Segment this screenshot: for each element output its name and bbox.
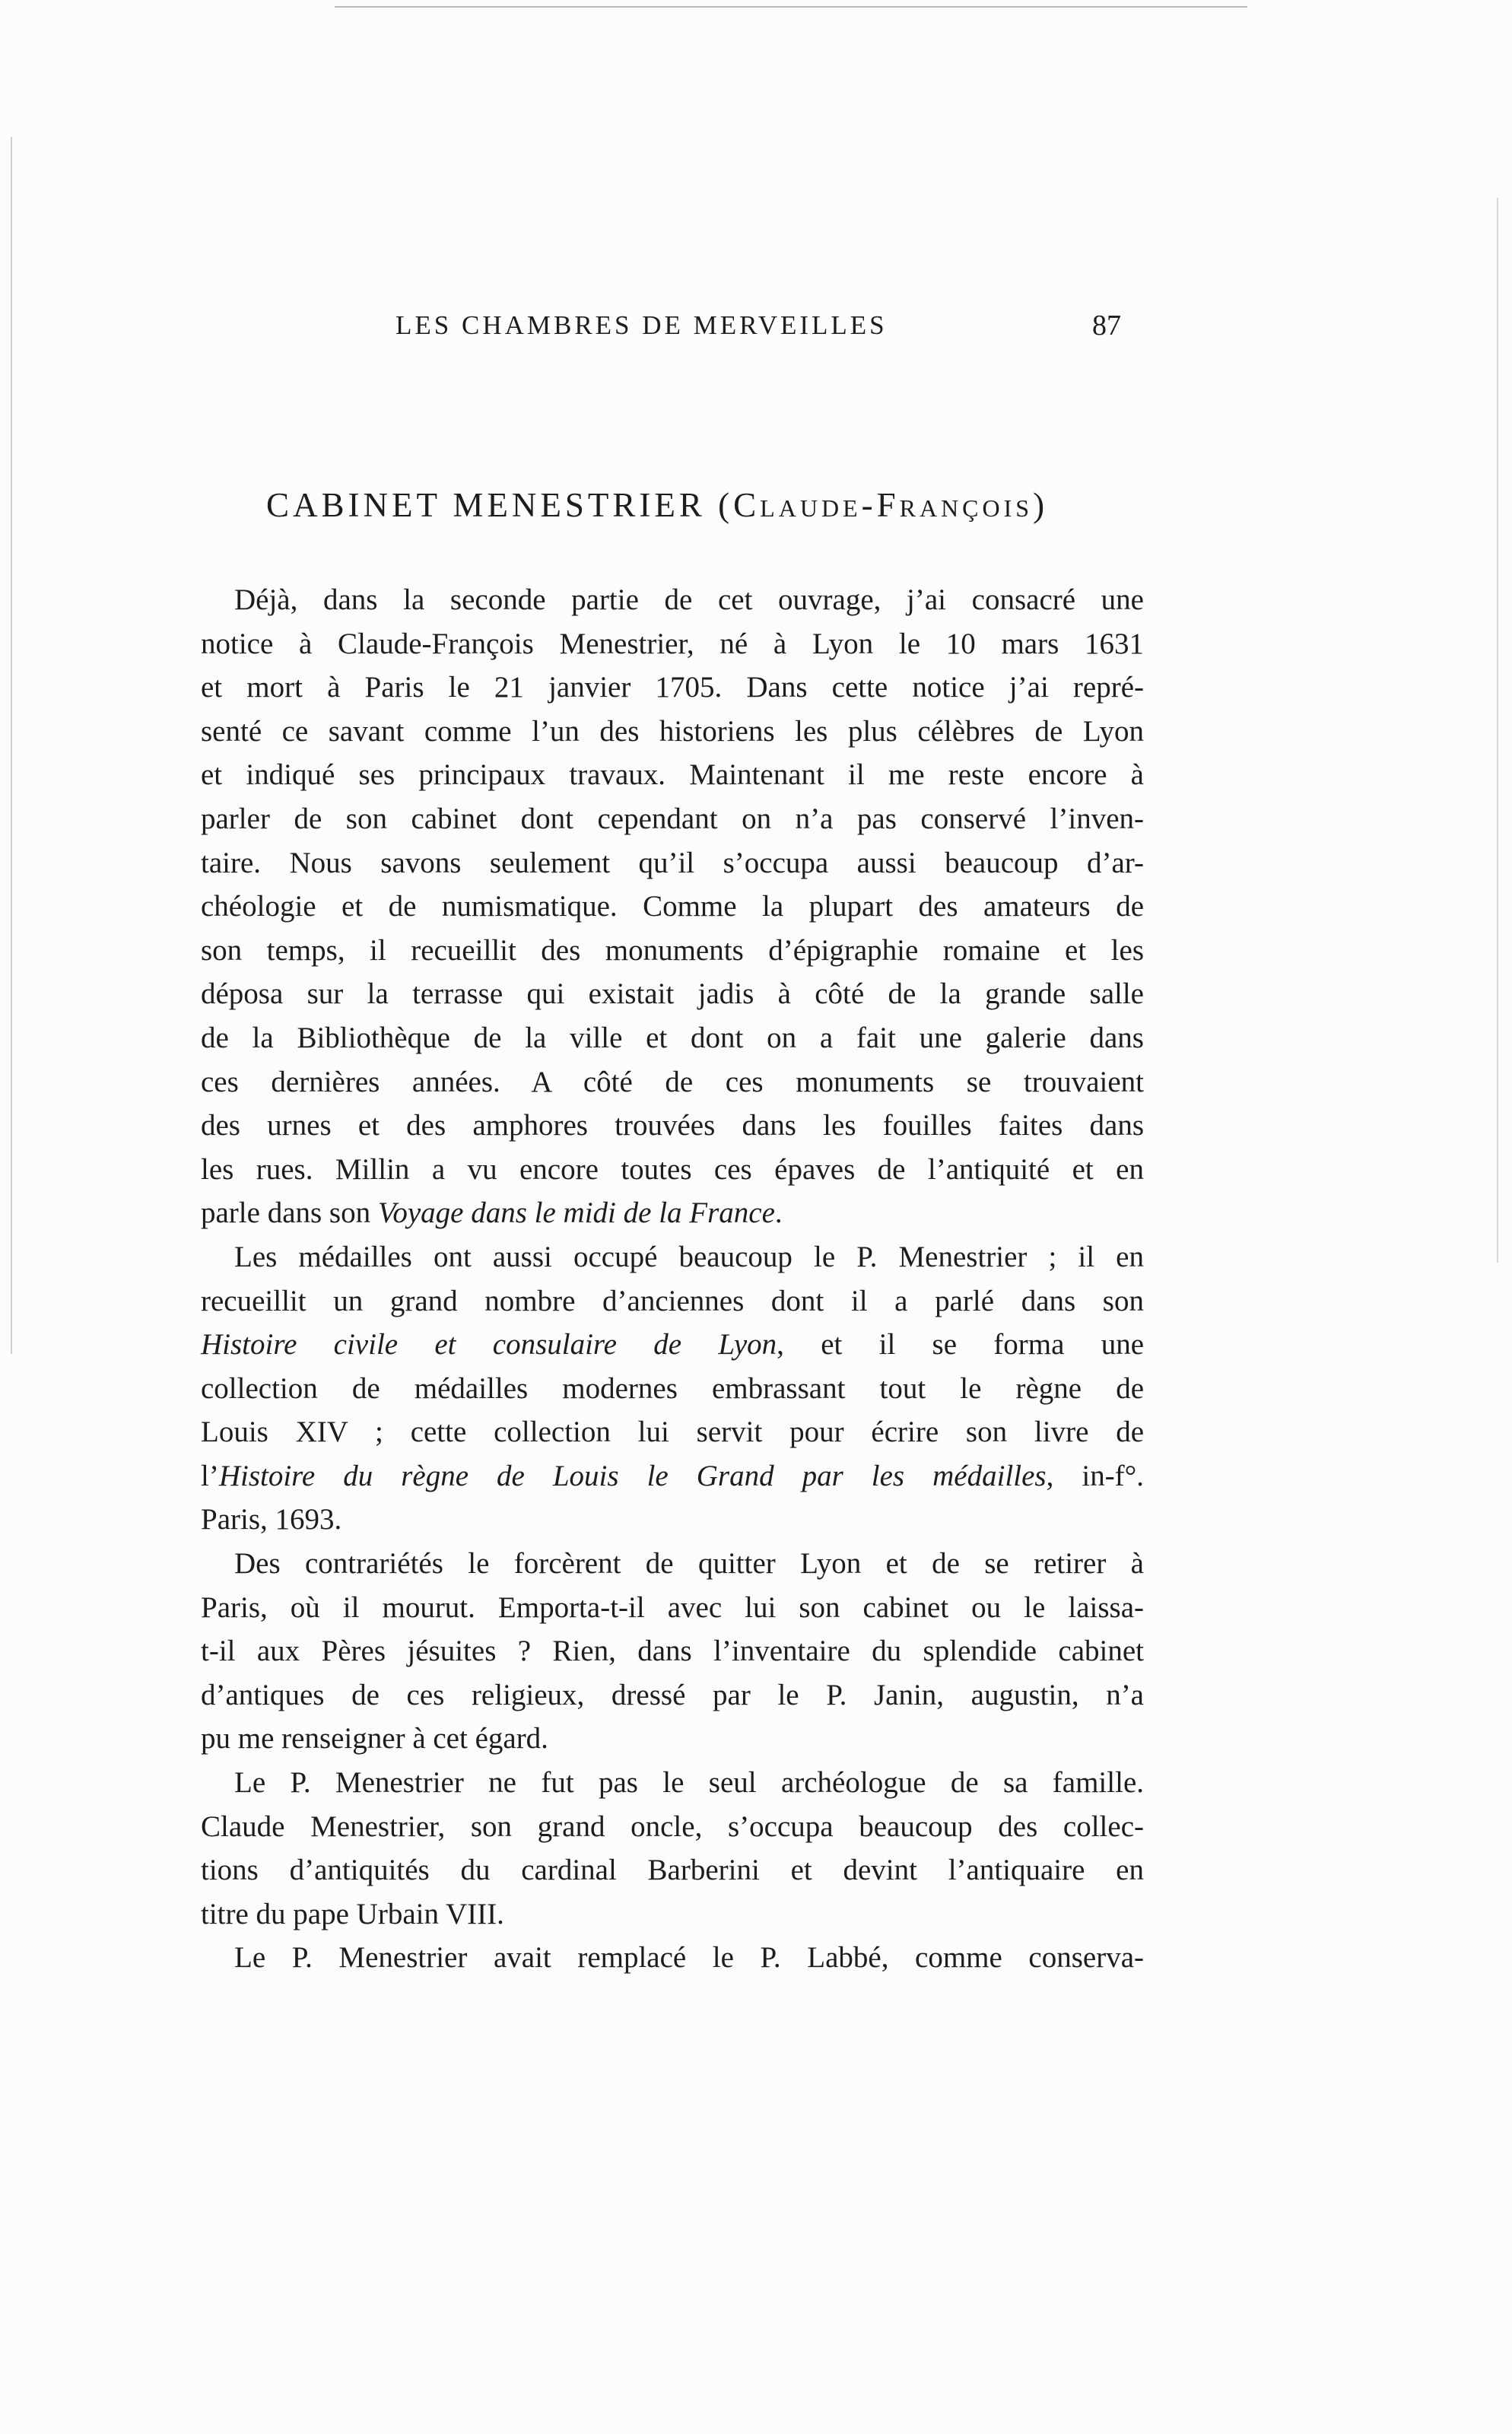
text-line: de la Bibliothèque de la ville et dont on a fait une galerie dans [201, 1021, 1144, 1054]
text-line: chéologie et de numismatique. Comme la plupart des amateurs de [201, 890, 1144, 923]
text-fragment: , in-f°. [1046, 1459, 1145, 1492]
text-line: Les médailles ont aussi occupé beaucoup le P. Menestrier ; il en [234, 1240, 1144, 1273]
text-line [201, 1454, 1144, 1498]
section-title-close: ) [1033, 486, 1049, 524]
text-line: parler de son cabinet dont cependant on n’a pas conservé l’inven- [201, 802, 1144, 835]
scan-edge-top [335, 6, 1247, 8]
text-line: collection de médailles modernes embrassant tout le règne de [201, 1371, 1144, 1405]
text-line [201, 1323, 1144, 1367]
text-line: Paris, où il mourut. Emporta-t-il avec lui son cabinet ou le laissa- [201, 1590, 1144, 1624]
text-line: Des contrariétés le forcèrent de quitter Lyon et de se retirer à [234, 1547, 1144, 1581]
body-text [201, 578, 1144, 1980]
text-line: des urnes et des amphores trouvées dans les fouilles faites dans [201, 1109, 1144, 1142]
text-line: Déjà, dans la seconde partie de cet ouvrage, j’ai consacré une [234, 583, 1144, 616]
paragraph-4 [201, 1761, 1144, 1936]
text-line: Louis XIV ; cette collection lui servit pour écrire son livre de [201, 1416, 1144, 1449]
text-line: et mort à Paris le 21 janvier 1705. Dans cette notice j’ai repré- [201, 671, 1144, 704]
text-line: notice à Claude-François Menestrier, né à Lyon le 10 mars 1631 [201, 627, 1144, 660]
book-title: Histoire civile et consulaire de Lyon [201, 1328, 777, 1362]
text-line: Paris, 1693. [201, 1503, 342, 1536]
text-fragment: . [774, 1196, 783, 1230]
paragraph-3 [201, 1542, 1144, 1761]
section-title [266, 485, 1048, 525]
running-title: LES CHAMBRES DE MERVEILLES [395, 310, 888, 340]
text-line: t-il aux Pères jésuites ? Rien, dans l’inventaire du splendide cabinet [201, 1635, 1144, 1668]
text-line: titre du pape Urbain VIII. [201, 1897, 504, 1930]
text-line [201, 1191, 1144, 1235]
text-line: tions d’antiquités du cardinal Barberini et devint l’antiquaire en [201, 1854, 1144, 1887]
text-line: senté ce savant comme l’un des historiens les plus célèbres de Lyon [201, 714, 1144, 748]
text-line: les rues. Millin a vu encore toutes ces épaves de l’antiquité et en [201, 1152, 1144, 1186]
text-line: taire. Nous savons seulement qu’il s’occupa aussi beaucoup d’ar- [201, 846, 1144, 879]
text-line: Le P. Menestrier ne fut pas le seul archéologue de sa famille. [234, 1766, 1144, 1800]
text-line: d’antiques de ces religieux, dressé par le P. Janin, augustin, n’a [201, 1678, 1144, 1711]
scan-edge-right [1497, 198, 1498, 1263]
book-title: Histoire du règne de Louis le Grand par les médailles [218, 1459, 1047, 1492]
scan-edge-left [11, 137, 12, 1354]
text-line: Le P. Menestrier avait remplacé le P. Labbé, comme conserva- [234, 1941, 1144, 1975]
paragraph-2 [201, 1235, 1144, 1542]
text-line: son temps, il recueillit des monuments d’épigraphie romaine et les [201, 933, 1144, 967]
paragraph-5 [201, 1936, 1144, 1980]
page-number: 87 [1092, 310, 1121, 342]
section-title-name: Claude-François [733, 486, 1034, 524]
text-line: déposa sur la terrasse qui existait jadis à côté de la grande salle [201, 977, 1144, 1011]
text-fragment: l’ [201, 1459, 219, 1492]
paragraph-1 [201, 578, 1144, 1235]
text-fragment: parle dans son [201, 1196, 378, 1230]
text-line: ces dernières années. A côté de ces monuments se trouvaient [201, 1065, 1144, 1098]
book-title: Voyage dans le midi de la France [377, 1196, 775, 1230]
text-line: recueillit un grand nombre d’anciennes dont il a parlé dans son [201, 1284, 1144, 1317]
text-line: et indiqué ses principaux travaux. Maintenant il me reste encore à [201, 758, 1144, 792]
text-fragment: , et il se forma une [777, 1328, 1144, 1362]
section-title-main: CABINET MENESTRIER ( [266, 486, 734, 524]
text-line: Claude Menestrier, son grand oncle, s’occupa beaucoup des collec- [201, 1810, 1144, 1843]
text-line: pu me renseigner à cet égard. [201, 1722, 548, 1756]
